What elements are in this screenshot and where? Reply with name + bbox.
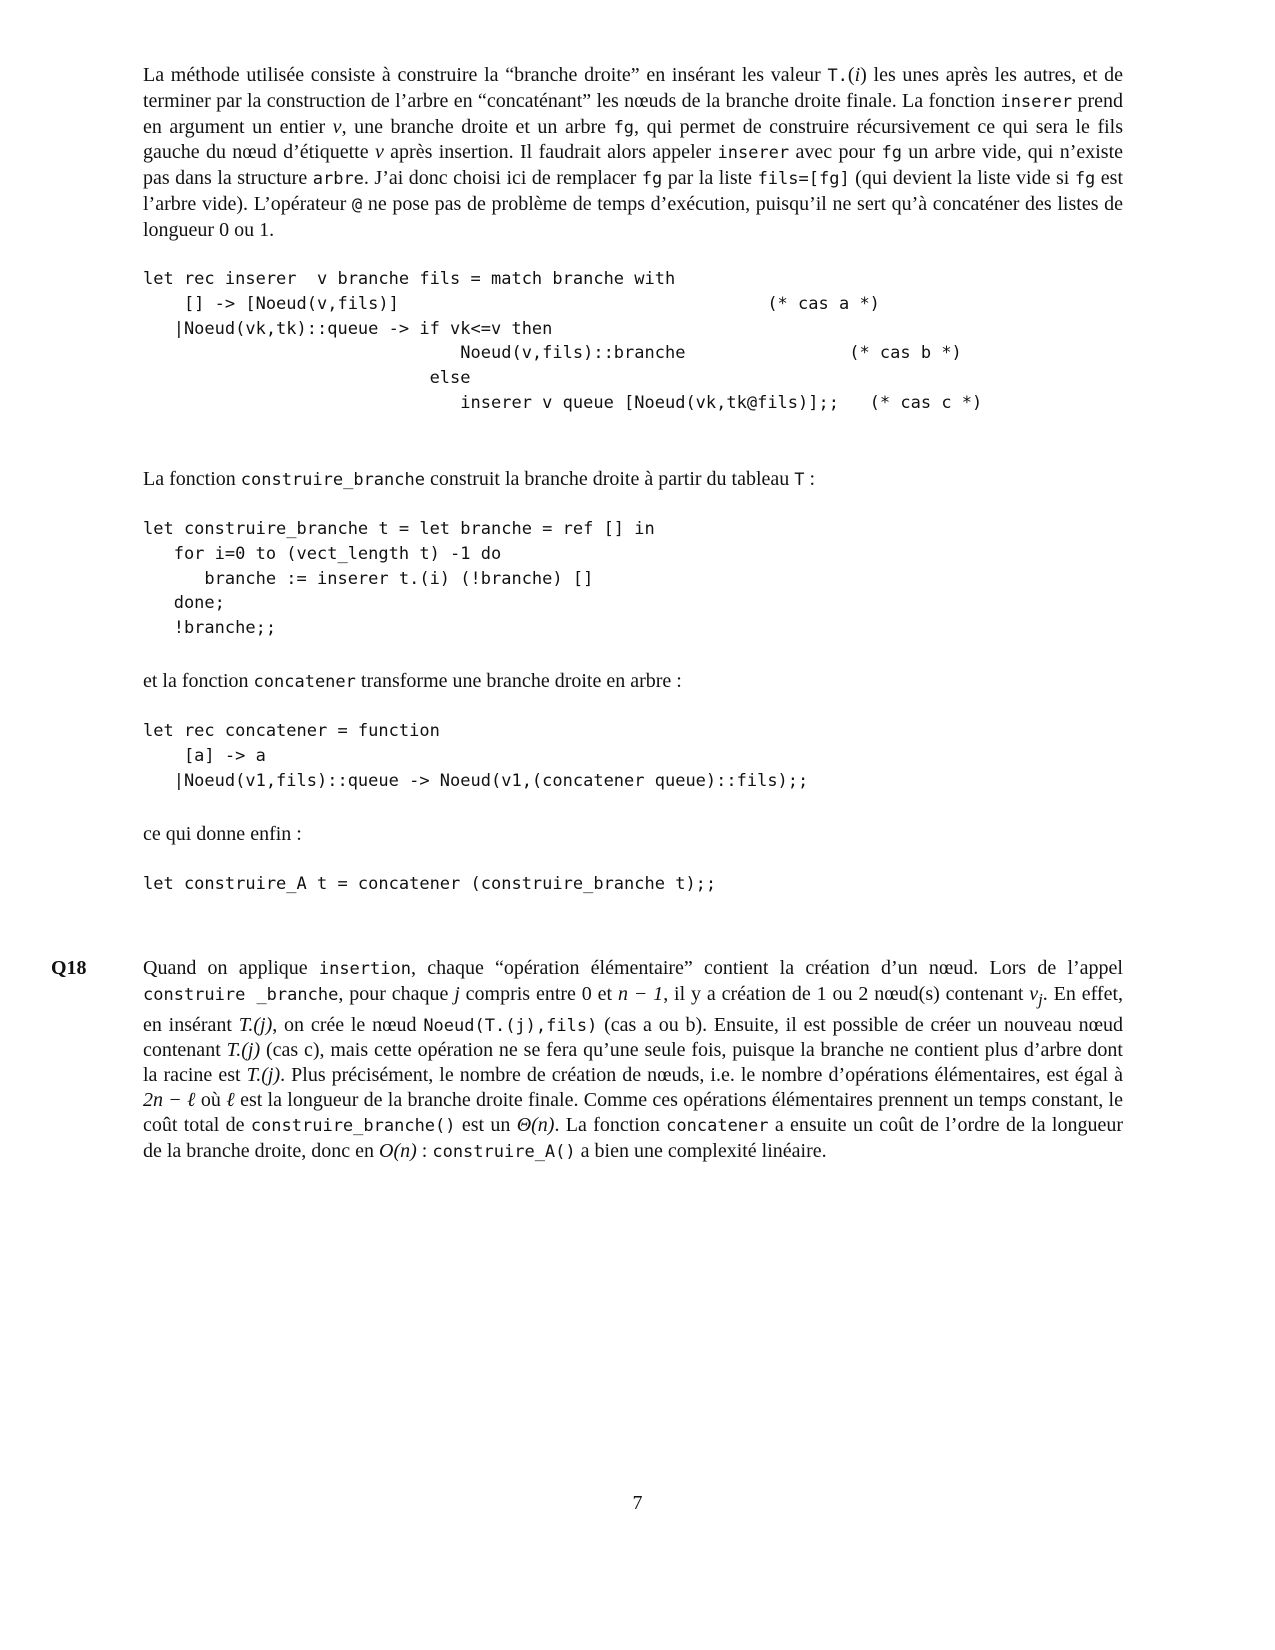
text-run: . J’ai donc choisi ici de remplacer: [363, 167, 642, 190]
code-inline: fg: [641, 169, 663, 190]
math-inline: ℓ: [226, 1088, 235, 1111]
code-inline: @: [351, 194, 363, 215]
code-inline: inserer: [717, 143, 790, 164]
text-run: La fonction: [143, 468, 241, 490]
text-run: :: [416, 1139, 433, 1162]
text-run: . Plus précisément, le nombre de création de nœuds, i.e. le nombre d’opérations élémentaires, est égal à: [280, 1064, 1123, 1087]
code-inline: construire_branche: [240, 470, 425, 490]
intro-paragraph: [143, 63, 1123, 243]
code-inline: concatener: [253, 672, 356, 692]
text-run: prend en argument un entier: [143, 89, 1123, 138]
text-run: :: [804, 468, 816, 490]
code-block-construire-a: let construire_A t = concatener (construire_branche t);;: [143, 874, 717, 894]
code-block-construire-branche: let construire_branche t = let branche = ref [] in for i=0 to (vect_length t) -1 do branche := inserer t.(i) (!branche) [] done; !branche;;: [143, 519, 655, 639]
text-run: avec pour: [789, 141, 882, 164]
code-inline: arbre: [312, 169, 364, 190]
text-run: La méthode utilisée consiste à construire la “branche droite” en insérant les valeur: [143, 64, 828, 86]
text-run: ne pose pas de problème de temps d’exécution, puisqu’il ne sert qu’à concaténer des listes de longueur 0 ou 1.: [143, 192, 1124, 241]
text-run: transforme une branche droite en arbre :: [355, 670, 682, 692]
code-inline: inserer: [1000, 91, 1073, 112]
code-inline: insertion: [318, 959, 411, 979]
code-inline: T: [794, 470, 805, 490]
code-block-inserer: let rec inserer v branche fils = match branche with [] -> [Noeud(v,fils)] (* cas a *) |Noeud(vk,tk)::queue -> if vk<=v then Noeud(v,fils)::branche (* cas b *) else inserer v queue [Noeud(vk,tk@fils)];; (* cas c *): [143, 269, 983, 413]
text-run: après insertion. Il faudrait alors appeler: [383, 141, 718, 164]
text-run: , chaque “opération élémentaire” contient la création d’un nœud. Lors de l’appel: [410, 957, 1123, 979]
code-inline: construire_A(): [432, 1141, 576, 1162]
text-run: , pour chaque: [338, 982, 455, 1005]
text-run: un arbre vide, qui n’existe pas dans la structure: [143, 141, 1124, 190]
text-run: . La fonction: [554, 1113, 667, 1136]
text-run: (qui devient la liste vide si: [849, 167, 1075, 190]
text-run: et la fonction: [143, 670, 254, 692]
text-run: par la liste: [662, 167, 758, 190]
text-run: compris entre 0 et: [459, 982, 618, 1005]
text-run: est l’arbre vide). L’opérateur: [143, 167, 1124, 215]
text-run: . En effet, en insérant: [143, 982, 1124, 1036]
text-run: (cas a ou b). Ensuite, il est possible de créer un nouveau nœud contenant: [143, 1013, 1124, 1062]
code-inline: T.: [827, 66, 848, 86]
code-inline: fils=[fg]: [757, 169, 850, 190]
text-run: est la longueur de la branche droite finale. Comme ces opérations élémentaires prennent un temps constant, le coût total de: [143, 1088, 1123, 1136]
code-inline: construire_branche(): [250, 1115, 456, 1136]
text-run: Quand on applique: [143, 957, 319, 979]
text-run: , il y a création de 1 ou 2 nœud(s) contenant: [663, 982, 1030, 1005]
paragraph-enfin: ce qui donne enfin :: [143, 823, 302, 845]
code-inline: fg: [881, 143, 902, 164]
math-inline: T.(j): [246, 1064, 281, 1087]
math-inline: 2n − ℓ: [143, 1088, 196, 1111]
text-run: les unes après les autres, et de terminer par la construction de l’arbre en “concaténant” les nœuds de la branche droite finale. La fonction: [143, 64, 1123, 112]
math-inline: v: [332, 115, 342, 138]
math-subscript: j: [1038, 989, 1043, 1009]
text-run: a bien une complexité linéaire.: [575, 1139, 827, 1162]
math-inline: v: [1029, 982, 1039, 1005]
code-inline: Noeud(T.(j),fils): [423, 1015, 598, 1036]
text-run: , qui permet de construire récursivement ce qui sera le fils gauche du nœud d’étiquette: [143, 115, 1123, 164]
question-label: Q18: [51, 957, 87, 979]
code-inline: concatener: [666, 1115, 769, 1136]
math-inline: n − 1: [617, 982, 664, 1005]
paragraph-concatener: [143, 669, 1123, 695]
code-inline: fg: [613, 117, 635, 138]
math-inline: O(n): [379, 1139, 417, 1162]
text-run: , on crée le nœud: [272, 1013, 424, 1036]
paragraph-construire-branche: [143, 467, 1123, 493]
text-run: (cas c), mais cette opération ne se fera qu’une seule fois, puisque la branche ne contient plus d’arbre dont la racine est: [143, 1039, 1123, 1087]
text-run: est un: [455, 1113, 517, 1136]
text-run: (: [847, 64, 855, 86]
math-inline: T.(j): [226, 1039, 261, 1062]
code-block-concatener: let rec concatener = function [a] -> a |Noeud(v1,fils)::queue -> Noeud(v1,(concatener queue)::fils);;: [143, 721, 809, 791]
math-inline: j: [454, 982, 460, 1005]
text-run: ): [860, 64, 867, 86]
text-run: , une branche droite et un arbre: [341, 115, 614, 138]
answer-q18-paragraph: [143, 956, 1123, 1164]
code-inline: fg: [1074, 169, 1096, 190]
text-run: a ensuite un coût de l’ordre de la longueur de la branche droite, donc en: [143, 1113, 1124, 1162]
text-run: construit la branche droite à partir du tableau: [424, 468, 795, 490]
math-inline: T.(j): [238, 1013, 273, 1036]
text-run: où: [195, 1088, 227, 1111]
math-inline: Θ(n): [516, 1113, 555, 1136]
math-inline: v: [374, 141, 384, 164]
page-number: 7: [632, 1492, 643, 1514]
math-inline: i: [854, 64, 861, 86]
code-inline: construire _branche: [143, 984, 339, 1005]
